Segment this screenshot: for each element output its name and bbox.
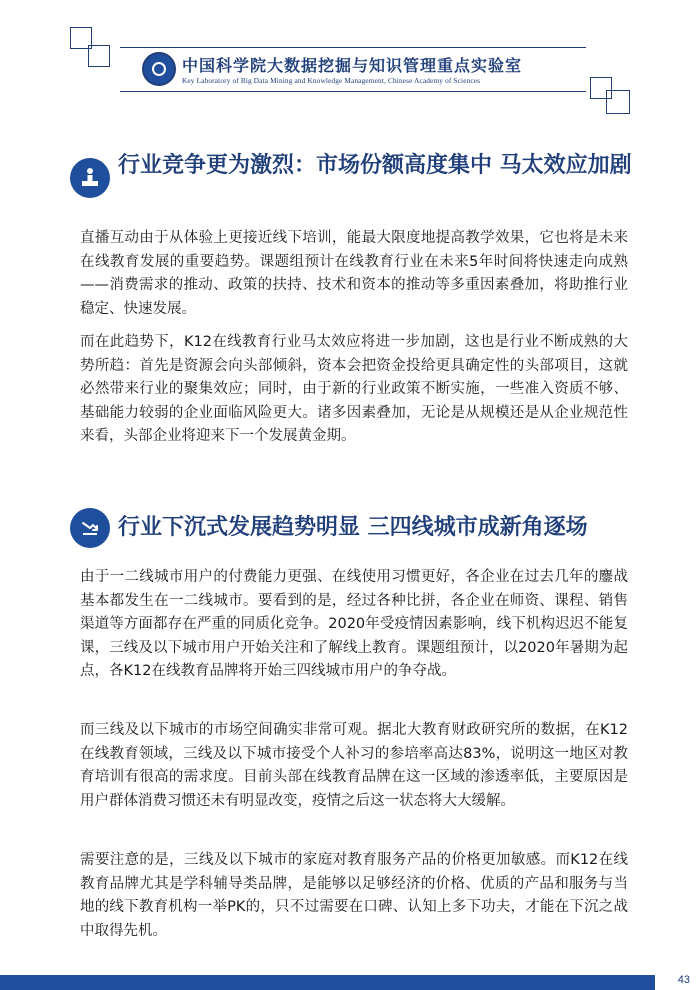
section-2-title: 行业下沉式发展趋势明显 三四线城市成新角逐场 (118, 515, 588, 540)
section-1-paragraph-1: 直播互动由于从体验上更接近线下培训，能最大限度地提高教学效果，它也将是未来在线教育发展的重要趋势。课题组预计在线教育行业在未来5年时间将快速走向成熟——消费需求的推动、政策的扶持、技术和资本的推动等多重因素叠加，将助推行业稳定、快速发展。 (80, 230, 628, 317)
header-rule-bottom (120, 91, 586, 92)
downtrend-icon (70, 508, 110, 548)
footer-bar (0, 975, 655, 990)
section-2-paragraph-1: 由于一二线城市用户的付费能力更强、在线使用习惯更好，各企业在过去几年的鏖战基本都发生在一二线城市。要看到的是，经过各种比拼，各企业在师资、课程、销售渠道等方面都存在严重的同质化竞争。2020年受疫情因素影响，线下机构迟迟不能复课，三线及以下城市用户开始关注和了解线上教育。课题组预计，以2020年暑期为起点，各K12在线教育品牌将开始三四线城市用户的争夺战。 (80, 569, 628, 679)
org-name-en: Key Laboratory of Big Data Mining and Knowledge Management, Chinese Academy of Sciences (182, 76, 481, 85)
header-deco-square (88, 45, 110, 67)
page-number: 43 (677, 974, 690, 986)
header-deco-square (606, 90, 630, 114)
header-rule-top (120, 47, 586, 48)
cas-logo (142, 52, 176, 86)
podium-icon (70, 158, 110, 198)
section-2-paragraph-2: 而三线及以下城市的市场空间确实非常可观。据北大教育财政研究所的数据，在K12在线教育领域，三线及以下城市接受个人补习的参培率高达83%，说明这一地区对教育培训有很高的需求度。目前头部在线教育品牌在这一区域的渗透率低，主要原因是用户群体消费习惯还未有明显改变，疫情之后这一状态将大大缓解。 (80, 722, 628, 809)
org-name-cn: 中国科学院大数据挖掘与知识管理重点实验室 (182, 56, 523, 75)
section-2-paragraph-3: 需要注意的是，三线及以下城市的家庭对教育服务产品的价格更加敏感。而K12在线教育品牌尤其是学科辅导类品牌，是能够以足够经济的价格、优质的产品和服务与当地的线下教育机构一举PK的，只不过需要在口碑、认知上多下功夫，才能在下沉之战中取得先机。 (80, 852, 628, 939)
section-1-paragraph-2: 而在此趋势下，K12在线教育行业马太效应将进一步加剧，这也是行业不断成熟的大势所趋：首先是资源会向头部倾斜，资本会把资金投给更具确定性的头部项目，这就必然带来行业的聚集效应；同时，由于新的行业政策不断实施，一些准入资质不够、基础能力较弱的企业面临风险更大。诸多因素叠加，无论是从规模还是从企业规范性来看，头部企业将迎来下一个发展黄金期。 (80, 334, 628, 444)
section-1-title: 行业竞争更为激烈：市场份额高度集中 马太效应加剧 (118, 153, 632, 178)
